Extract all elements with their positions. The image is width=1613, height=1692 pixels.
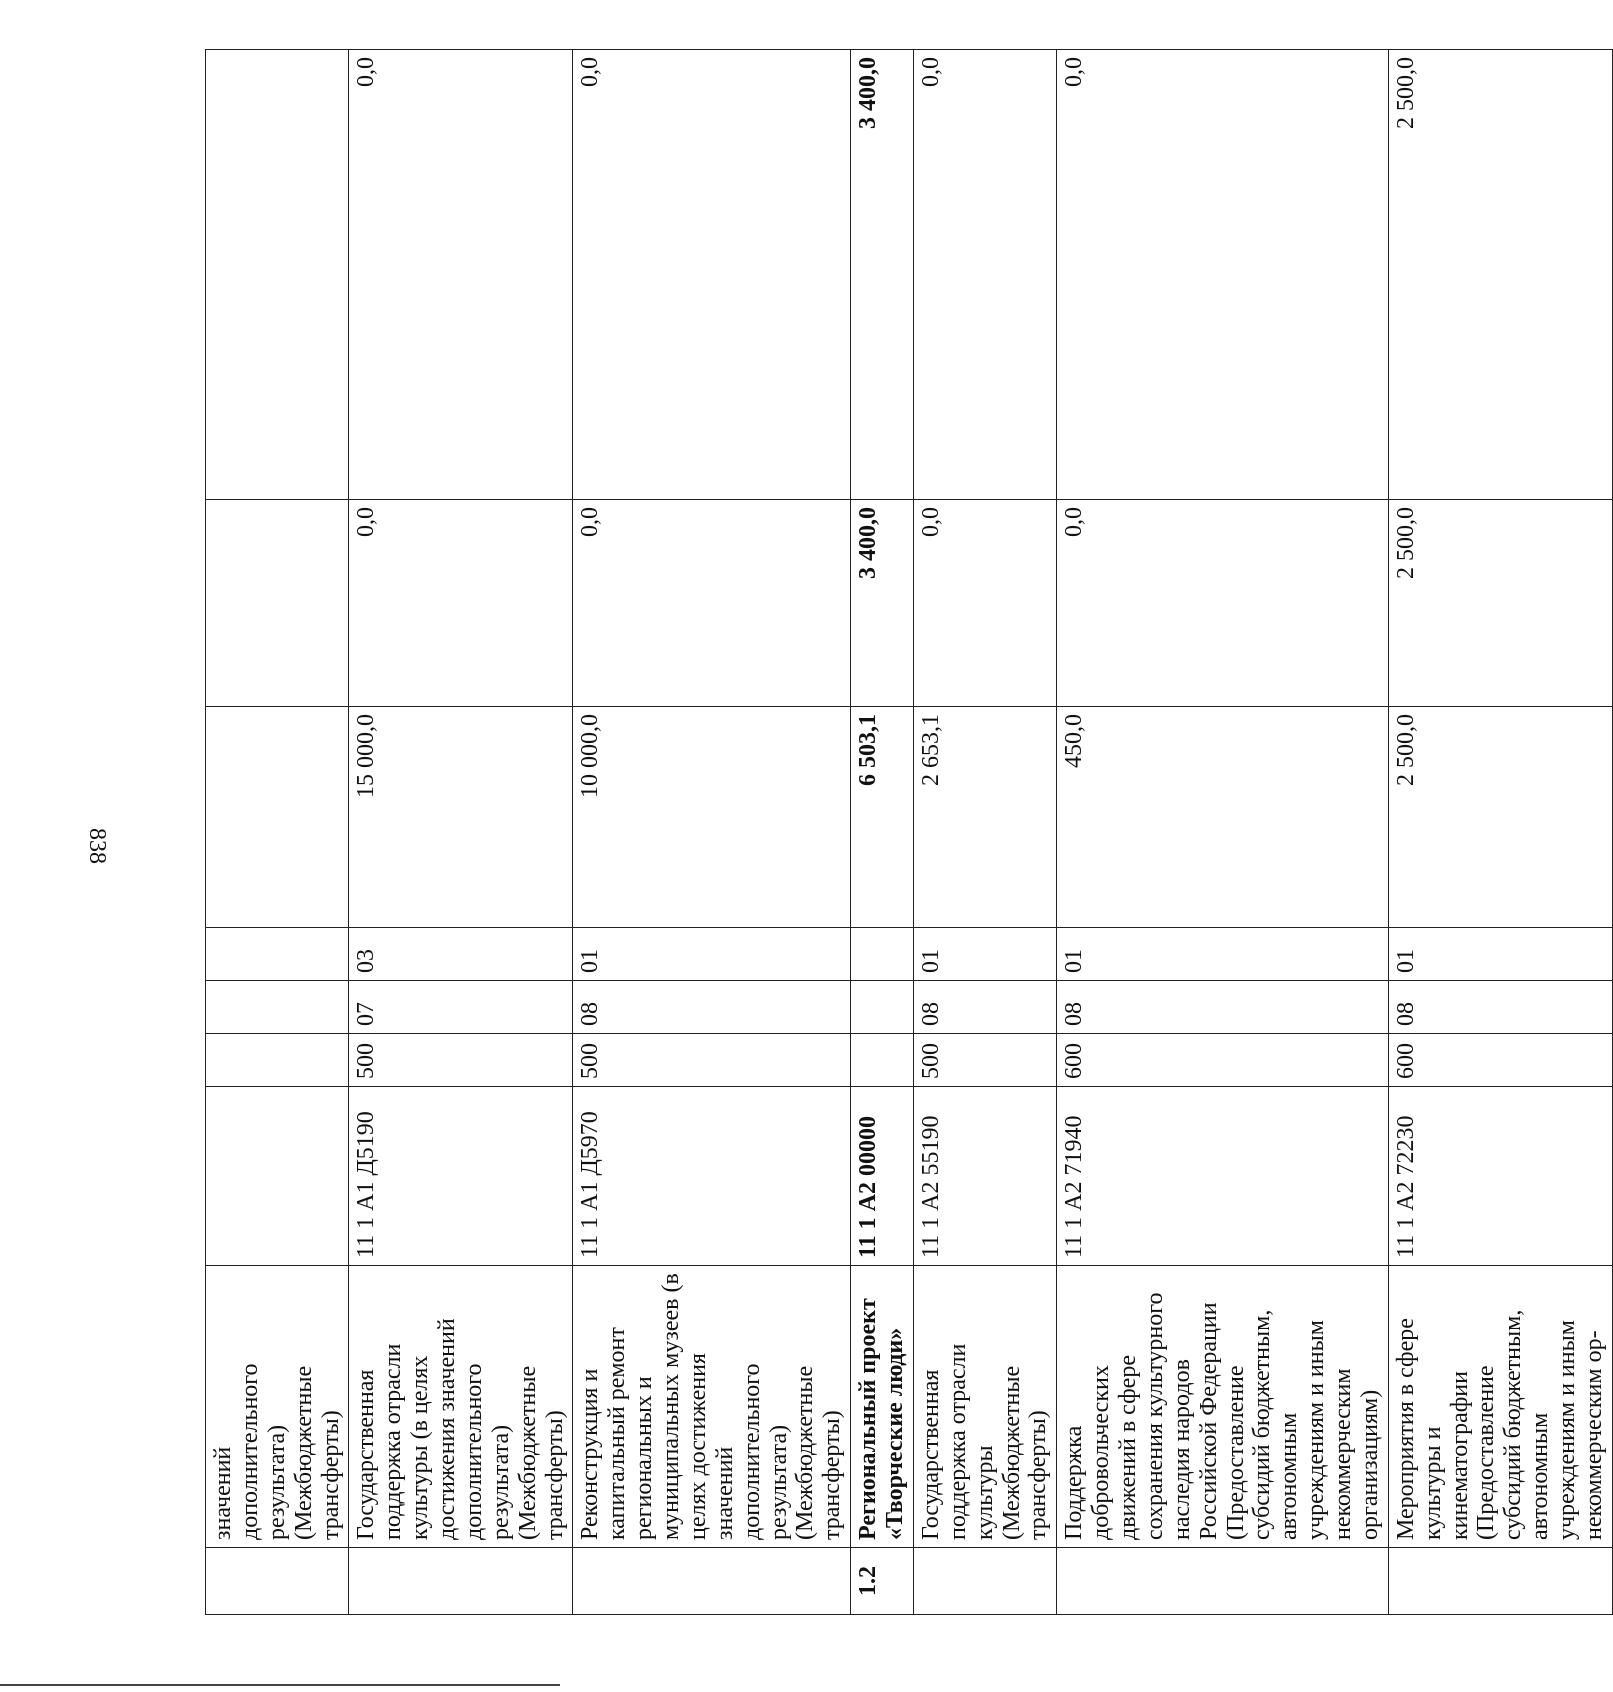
row-number: 1.2: [851, 1548, 914, 1615]
amount-year-1: 450,0: [1057, 707, 1389, 928]
amount-year-1: 15 000,0: [349, 707, 573, 928]
section-code: 08: [1057, 981, 1389, 1034]
section-code: [206, 981, 349, 1034]
expense-type-code: 500: [349, 1034, 573, 1087]
amount-year-3: 0,0: [913, 50, 1056, 500]
expense-name: Поддержка добровольческих движений в сфере сохранения культурного наследия народов Российской Федерации (Предоставление субсидий бюджетным, автономным учреждениям и иным некоммерческим организациям): [1057, 1266, 1389, 1548]
subsection-code: 01: [1388, 928, 1612, 981]
target-code: [206, 1087, 349, 1266]
subsection-code: [206, 928, 349, 981]
amount-year-1: 2 653,1: [913, 707, 1056, 928]
page-number: 838: [84, 828, 110, 864]
expense-name: значений дополнительного результата) (Межбюджетные трансферты): [206, 1266, 349, 1548]
expense-type-code: 600: [1388, 1034, 1612, 1087]
section-code: 08: [573, 981, 851, 1034]
amount-year-1: 10 000,0: [573, 707, 851, 928]
amount-year-3: 3 400,0: [851, 50, 914, 500]
row-number: [573, 1548, 851, 1615]
amount-year-2: 2 500,0: [1388, 500, 1612, 707]
expense-name: Реконструкция и капитальный ремонт региональных и муниципальных музеев (в целях достижения значений дополнительного результата) (Межбюджетные трансферты): [573, 1266, 851, 1548]
target-code: 11 1 А2 00000: [851, 1087, 914, 1266]
rotated-page-content: [205, 57, 1607, 1615]
row-number: [1388, 1548, 1612, 1615]
subsection-code: 03: [349, 928, 573, 981]
table-row: [913, 50, 1056, 1615]
amount-year-3: 0,0: [349, 50, 573, 500]
expense-type-code: 600: [1057, 1034, 1389, 1087]
target-code: 11 1 А2 55190: [913, 1087, 1056, 1266]
table-row: [349, 50, 573, 1615]
amount-year-2: 3 400,0: [851, 500, 914, 707]
row-number: [349, 1548, 573, 1615]
amount-year-3: 0,0: [573, 50, 851, 500]
scan-edge-line: [0, 1684, 560, 1686]
section-code: 07: [349, 981, 573, 1034]
section-code: 08: [1388, 981, 1612, 1034]
amount-year-3: [206, 50, 349, 500]
expense-type-code: 500: [913, 1034, 1056, 1087]
section-code: 08: [913, 981, 1056, 1034]
table-row: [851, 50, 914, 1615]
section-code: [851, 981, 914, 1034]
expense-name: Государственная поддержка отрасли культуры (Межбюджетные трансферты): [913, 1266, 1056, 1548]
amount-year-2: 0,0: [913, 500, 1056, 707]
budget-table: [205, 49, 1613, 1615]
table-row: [1388, 50, 1612, 1615]
expense-type-code: [206, 1034, 349, 1087]
table-row: [1057, 50, 1389, 1615]
target-code: 11 1 А1 Д5190: [349, 1087, 573, 1266]
expense-name: Мероприятия в сфере культуры и кинематографии (Предоставление субсидий бюджетным, автономным учреждениям и иным некоммерческим ор-: [1388, 1266, 1612, 1548]
amount-year-2: 0,0: [573, 500, 851, 707]
expense-type-code: 500: [573, 1034, 851, 1087]
amount-year-1: 2 500,0: [1388, 707, 1612, 928]
amount-year-3: 0,0: [1057, 50, 1389, 500]
subsection-code: 01: [573, 928, 851, 981]
table-row: [206, 50, 349, 1615]
table-row: [573, 50, 851, 1615]
row-number: [206, 1548, 349, 1615]
row-number: [1057, 1548, 1389, 1615]
amount-year-2: 0,0: [349, 500, 573, 707]
subsection-code: 01: [913, 928, 1056, 981]
amount-year-3: 2 500,0: [1388, 50, 1612, 500]
amount-year-1: [206, 707, 349, 928]
amount-year-1: 6 503,1: [851, 707, 914, 928]
target-code: 11 1 А2 72230: [1388, 1087, 1612, 1266]
amount-year-2: [206, 500, 349, 707]
expense-name: Государственная поддержка отрасли культуры (в целях достижения значений дополнительного результата) (Межбюджетные трансферты): [349, 1266, 573, 1548]
target-code: 11 1 А1 Д5970: [573, 1087, 851, 1266]
expense-name: Региональный проект «Творческие люди»: [851, 1266, 914, 1548]
subsection-code: [851, 928, 914, 981]
subsection-code: 01: [1057, 928, 1389, 981]
row-number: [913, 1548, 1056, 1615]
expense-type-code: [851, 1034, 914, 1087]
target-code: 11 1 А2 71940: [1057, 1087, 1389, 1266]
amount-year-2: 0,0: [1057, 500, 1389, 707]
